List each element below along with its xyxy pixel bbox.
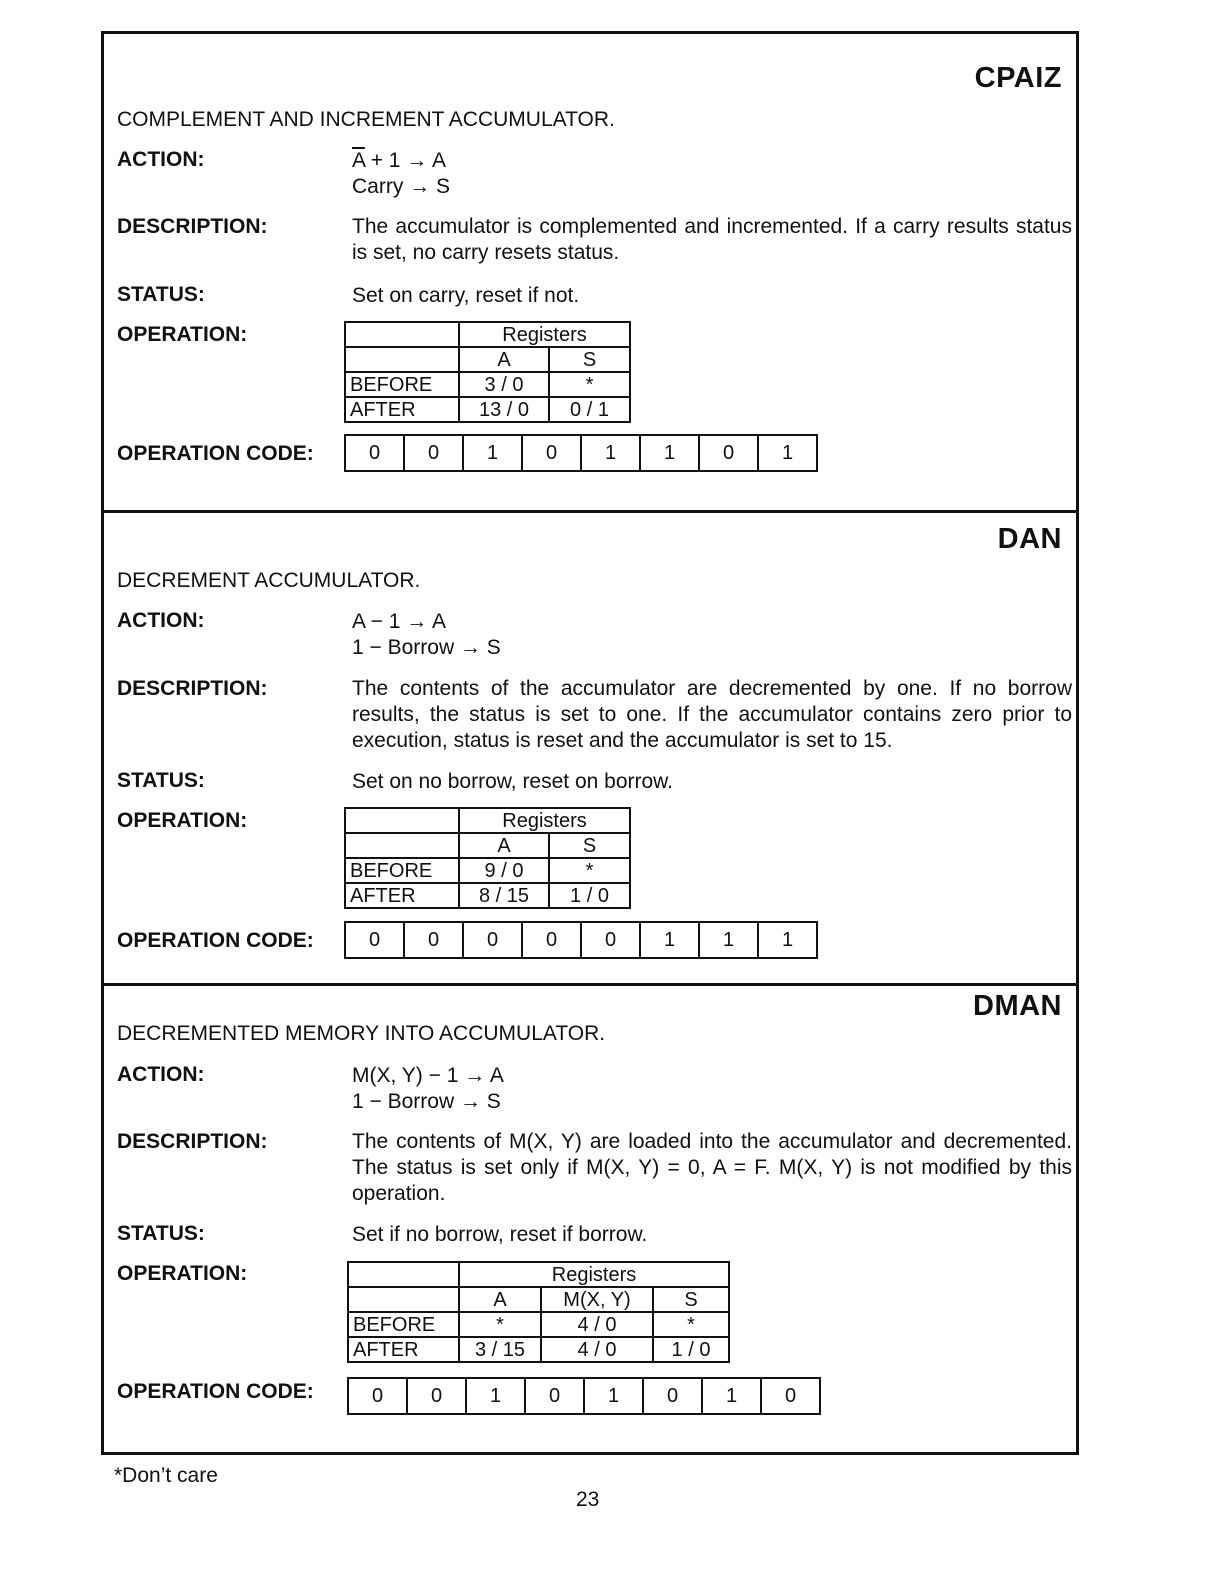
registers-table — [344, 807, 631, 909]
opcode-boxes — [347, 1377, 821, 1415]
register-cell: 13 / 0 — [459, 397, 549, 422]
register-cell: 4 / 0 — [541, 1337, 653, 1362]
opcode-bit: 1 — [583, 1379, 642, 1413]
opcode-bit: 0 — [403, 436, 462, 470]
instruction-title: COMPLEMENT AND INCREMENT ACCUMULATOR. — [117, 108, 615, 131]
action-value — [352, 1063, 504, 1115]
description-label: DESCRIPTION: — [117, 1130, 268, 1153]
opcode-boxes — [344, 921, 818, 959]
register-cell: * — [459, 1312, 541, 1337]
register-cell: 1 / 0 — [653, 1337, 729, 1362]
register-cell: 4 / 0 — [541, 1312, 653, 1337]
column-header: S — [549, 347, 630, 372]
action-line-2: Carry → S — [352, 175, 451, 198]
empty-cell — [345, 808, 459, 833]
instruction-title: DECREMENTED MEMORY INTO ACCUMULATOR. — [117, 1022, 606, 1045]
registers-header: Registers — [459, 1262, 729, 1287]
registers-header: Registers — [459, 322, 630, 347]
footnote: *Don’t care — [114, 1464, 218, 1487]
opcode-bit: 0 — [406, 1379, 465, 1413]
column-header: A — [459, 347, 549, 372]
mnemonic: CPAIZ — [974, 62, 1062, 94]
mnemonic: DAN — [997, 523, 1062, 555]
opcode-bit: 1 — [757, 436, 816, 470]
empty-cell — [348, 1287, 459, 1312]
empty-cell — [345, 322, 459, 347]
register-cell: 1 / 0 — [549, 883, 630, 908]
action-line-2: 1 − Borrow → S — [352, 1090, 501, 1113]
opcode-bit: 1 — [701, 1379, 760, 1413]
opcode-bit: 1 — [462, 436, 521, 470]
row-label-after: AFTER — [345, 397, 459, 422]
action-label: ACTION: — [117, 609, 205, 632]
status-text: Set on carry, reset if not. — [352, 284, 580, 307]
action-value — [352, 609, 501, 661]
register-cell: 9 / 0 — [459, 858, 549, 883]
opcode-bit: 0 — [403, 923, 462, 957]
empty-cell — [345, 833, 459, 858]
register-cell: * — [549, 372, 630, 397]
opcode-bit: 0 — [642, 1379, 701, 1413]
column-header: A — [459, 1287, 541, 1312]
row-label-before: BEFORE — [345, 858, 459, 883]
opcode-bit: 0 — [371, 1384, 384, 1407]
page-number: 23 — [576, 1488, 600, 1511]
action-line-1: A − 1 → A — [352, 610, 446, 633]
register-cell: 0 / 1 — [549, 397, 630, 422]
row-label-before: BEFORE — [345, 372, 459, 397]
operation-label: OPERATION: — [117, 809, 248, 832]
opcode-bit: 1 — [465, 1379, 524, 1413]
instruction-dman — [104, 983, 1076, 1455]
instruction-cpaiz — [104, 34, 1076, 510]
opcode-bit: 1 — [639, 436, 698, 470]
opcode-bit: 0 — [580, 923, 639, 957]
complement-a: $\overline{A}$ — [352, 149, 365, 172]
row-label-before: BEFORE — [348, 1312, 459, 1337]
opcode-boxes — [344, 434, 818, 472]
opcode-bit: 0 — [524, 1379, 583, 1413]
register-cell: 3 / 0 — [459, 372, 549, 397]
status-text: Set if no borrow, reset if borrow. — [352, 1223, 648, 1246]
opcode-bit: 0 — [521, 436, 580, 470]
registers-table — [347, 1261, 730, 1363]
opcode-bit: 1 — [757, 923, 816, 957]
action-value — [352, 148, 450, 200]
action-line-1: $\overline{A} + 1 \to A$ — [352, 149, 446, 172]
description-label: DESCRIPTION: — [117, 215, 268, 238]
opcode-bit: 0 — [462, 923, 521, 957]
opcode-bit: 1 — [580, 436, 639, 470]
registers-table — [344, 321, 631, 423]
status-label: STATUS: — [117, 1222, 205, 1245]
operation-label: OPERATION: — [117, 323, 248, 346]
action-label: ACTION: — [117, 148, 205, 171]
opcode-label: OPERATION CODE: — [117, 442, 314, 465]
instruction-dan — [104, 510, 1076, 987]
opcode-bit: 0 — [368, 928, 381, 951]
description-label: DESCRIPTION: — [117, 677, 268, 700]
action-line-1: M(X, Y) − 1 → A — [352, 1064, 504, 1087]
action-line-2: 1 − Borrow → S — [352, 636, 501, 659]
row-label-after: AFTER — [345, 883, 459, 908]
status-label: STATUS: — [117, 769, 205, 792]
register-cell: 8 / 15 — [459, 883, 549, 908]
column-header: S — [549, 833, 630, 858]
action-label: ACTION: — [117, 1063, 205, 1086]
opcode-bit: 0 — [698, 436, 757, 470]
registers-header: Registers — [459, 808, 630, 833]
opcode-bit: 1 — [639, 923, 698, 957]
row-label-after: AFTER — [348, 1337, 459, 1362]
opcode-bit: 0 — [368, 441, 381, 464]
mnemonic: DMAN — [973, 990, 1062, 1022]
description-text: The contents of M(X, Y) are loaded into the accumulator and decremented. The status is set only if M(X, Y) = 0, A = F. M(X, Y) is not modified by this operation. — [352, 1130, 1072, 1205]
description-text: The accumulator is complemented and incremented. If a carry results status is set, no carry resets status. — [352, 215, 1072, 264]
empty-cell — [348, 1262, 459, 1287]
opcode-bit: 0 — [521, 923, 580, 957]
register-cell: 3 / 15 — [459, 1337, 541, 1362]
opcode-bit: 0 — [760, 1379, 819, 1413]
description-text: The contents of the accumulator are decremented by one. If no borrow results, the status is set to one. If the accumulator contains zero prior to execution, status is reset and the accumulator is set to 15. — [352, 677, 1072, 752]
operation-label: OPERATION: — [117, 1262, 248, 1285]
register-cell: * — [549, 858, 630, 883]
opcode-bit: 1 — [698, 923, 757, 957]
column-header: S — [653, 1287, 729, 1312]
opcode-label: OPERATION CODE: — [117, 929, 314, 952]
opcode-label: OPERATION CODE: — [117, 1380, 314, 1403]
column-header: A — [459, 833, 549, 858]
register-cell: * — [653, 1312, 729, 1337]
status-text: Set on no borrow, reset on borrow. — [352, 770, 674, 793]
instruction-frame — [101, 31, 1079, 1455]
column-header: M(X, Y) — [541, 1287, 653, 1312]
empty-cell — [345, 347, 459, 372]
status-label: STATUS: — [117, 283, 205, 306]
instruction-title: DECREMENT ACCUMULATOR. — [117, 569, 421, 592]
